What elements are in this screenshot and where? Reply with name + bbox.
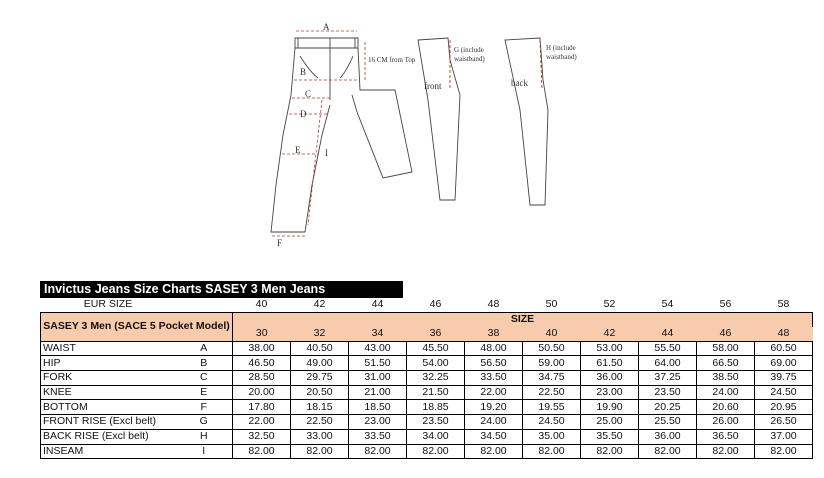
measurement-name: WAIST [41, 341, 176, 356]
measurement-value: 54.00 [407, 356, 465, 371]
measurement-value: 59.00 [523, 356, 581, 371]
size-cell: 30 [233, 327, 291, 342]
eur-size-cell: 52 [603, 298, 616, 311]
size-cell: 36 [407, 327, 465, 342]
measurement-value: 37.00 [755, 429, 813, 444]
eur-size-cell: 48 [487, 298, 500, 311]
measurement-value: 22.50 [523, 385, 581, 400]
eur-size-cell: 44 [371, 298, 384, 311]
measurement-value: 64.00 [639, 356, 697, 371]
measurement-code: G [176, 415, 233, 430]
measurement-lines [272, 31, 365, 236]
measurement-value: 18.85 [407, 400, 465, 415]
svg-text:D: D [300, 109, 307, 119]
eur-size-label: EUR SIZE [83, 298, 133, 311]
measurement-code: H [176, 429, 233, 444]
h-note-2: waistband) [546, 53, 577, 61]
measurement-value: 19.90 [581, 400, 639, 415]
measurement-value: 50.50 [523, 341, 581, 356]
measurement-row [41, 429, 813, 444]
measurement-value: 36.00 [639, 429, 697, 444]
measurement-value: 25.00 [581, 415, 639, 430]
measurement-value: 36.00 [581, 371, 639, 386]
measurement-value: 48.00 [465, 341, 523, 356]
measurement-row [41, 415, 813, 430]
measurement-name: KNEE [41, 385, 176, 400]
measurement-value: 60.50 [755, 341, 813, 356]
size-cell: 34 [349, 327, 407, 342]
measurement-row [41, 371, 813, 386]
measurement-name: FORK [41, 371, 176, 386]
size-cell: 32 [291, 327, 349, 342]
measurement-value: 33.50 [465, 371, 523, 386]
measurement-row [41, 444, 813, 459]
measurement-value: 61.50 [581, 356, 639, 371]
measurement-value: 82.00 [349, 444, 407, 459]
measurement-value: 23.50 [639, 385, 697, 400]
measurement-value: 19.20 [465, 400, 523, 415]
measurement-value: 39.75 [755, 371, 813, 386]
measurement-value: 26.00 [697, 415, 755, 430]
measurement-value: 40.50 [291, 341, 349, 356]
size-cell: 40 [523, 327, 581, 342]
measurement-value: 24.50 [523, 415, 581, 430]
measurement-value: 82.00 [465, 444, 523, 459]
measurement-value: 25.50 [639, 415, 697, 430]
measurement-value: 20.25 [639, 400, 697, 415]
measurement-value: 45.50 [407, 341, 465, 356]
measurement-name: HIP [41, 356, 176, 371]
measurement-row [41, 356, 813, 371]
eur-size-cell: 56 [719, 298, 732, 311]
measurement-name: BOTTOM [41, 400, 176, 415]
measurement-value: 21.50 [407, 385, 465, 400]
measurement-value: 24.00 [465, 415, 523, 430]
measurement-value: 43.00 [349, 341, 407, 356]
svg-text:B: B [300, 67, 307, 77]
measurement-value: 82.00 [233, 444, 291, 459]
measurement-value: 24.00 [697, 385, 755, 400]
measurement-value: 36.50 [697, 429, 755, 444]
size-cell: 46 [697, 327, 755, 342]
measurement-value: 34.00 [407, 429, 465, 444]
measurement-value: 82.00 [523, 444, 581, 459]
size-chart-title: Invictus Jeans Size Charts SASEY 3 Men Jeans [40, 281, 403, 298]
measurement-value: 82.00 [291, 444, 349, 459]
measurement-value: 17.80 [233, 400, 291, 415]
measurement-code: I [176, 444, 233, 459]
svg-text:C: C [305, 89, 312, 99]
diagram-letter-labels [277, 22, 416, 248]
measurement-value: 33.00 [291, 429, 349, 444]
measurement-code: F [176, 400, 233, 415]
eur-size-cell: 42 [313, 298, 326, 311]
measurement-value: 38.00 [233, 341, 291, 356]
measurement-value: 82.00 [639, 444, 697, 459]
measurement-value: 82.00 [697, 444, 755, 459]
back-rise-illustration [505, 38, 548, 205]
size-header-row [41, 312, 813, 327]
measurement-value: 58.00 [697, 341, 755, 356]
measurement-value: 82.00 [407, 444, 465, 459]
size-cell: 48 [755, 327, 813, 342]
measurement-value: 82.00 [755, 444, 813, 459]
back-label: back [511, 78, 528, 88]
eur-size-cell: 50 [545, 298, 558, 311]
h-note: H (include [546, 44, 576, 52]
measurement-value: 51.50 [349, 356, 407, 371]
g-note-2: waistband) [454, 55, 485, 63]
measurement-value: 46.50 [233, 356, 291, 371]
measurement-value: 23.50 [407, 415, 465, 430]
measurement-value: 22.00 [233, 415, 291, 430]
measurement-value: 22.00 [465, 385, 523, 400]
measurement-value: 23.00 [581, 385, 639, 400]
eur-size-cell: 46 [429, 298, 442, 311]
measurement-value: 20.95 [755, 400, 813, 415]
size-cell: 42 [581, 327, 639, 342]
measurement-value: 49.00 [291, 356, 349, 371]
measurement-name: BACK RISE (Excl belt) [41, 429, 176, 444]
svg-text:F: F [277, 238, 283, 248]
measurement-value: 29.75 [291, 371, 349, 386]
measurement-value: 20.60 [697, 400, 755, 415]
svg-text:A: A [323, 22, 330, 32]
svg-text:16 CM from Top: 16 CM from Top [368, 56, 416, 64]
measurement-code: B [176, 356, 233, 371]
measurement-value: 34.50 [465, 429, 523, 444]
measurement-value: 20.00 [233, 385, 291, 400]
measurement-row [41, 400, 813, 415]
svg-text:I: I [325, 148, 328, 158]
measurement-value: 53.00 [581, 341, 639, 356]
measurement-value: 56.50 [465, 356, 523, 371]
measurement-code: E [176, 385, 233, 400]
measurement-value: 69.00 [755, 356, 813, 371]
size-cell: 38 [465, 327, 523, 342]
eur-size-cell: 54 [661, 298, 674, 311]
g-note: G (include [454, 46, 484, 54]
measurement-value: 32.50 [233, 429, 291, 444]
measurement-value: 19.55 [523, 400, 581, 415]
measurement-value: 23.00 [349, 415, 407, 430]
measurement-value: 34.75 [523, 371, 581, 386]
measurement-value: 66.50 [697, 356, 755, 371]
measurement-code: A [176, 341, 233, 356]
jeans-front-illustration [271, 38, 412, 232]
measurement-value: 28.50 [233, 371, 291, 386]
front-label: front [424, 81, 442, 91]
eur-size-cell: 40 [255, 298, 268, 311]
measurement-value: 33.50 [349, 429, 407, 444]
measurement-value: 18.15 [291, 400, 349, 415]
size-chart-table [40, 298, 813, 459]
eur-size-cell: 58 [777, 298, 790, 311]
eur-size-row [41, 298, 813, 312]
measurement-value: 24.50 [755, 385, 813, 400]
measurement-value: 35.50 [581, 429, 639, 444]
measurement-value: 55.50 [639, 341, 697, 356]
measurement-row [41, 385, 813, 400]
measurement-value: 82.00 [581, 444, 639, 459]
measurement-value: 21.00 [349, 385, 407, 400]
measurement-row [41, 341, 813, 356]
measurement-value: 18.50 [349, 400, 407, 415]
size-label: SIZE [233, 312, 813, 327]
size-cell: 44 [639, 327, 697, 342]
svg-text:E: E [295, 145, 301, 155]
measurement-value: 26.50 [755, 415, 813, 430]
measurement-value: 38.50 [697, 371, 755, 386]
measurement-value: 32.25 [407, 371, 465, 386]
measurement-name: INSEAM [41, 444, 176, 459]
model-label: SASEY 3 Men (SACE 5 Pocket Model) [41, 312, 233, 341]
measurement-code: C [176, 371, 233, 386]
measurement-name: FRONT RISE (Excl belt) [41, 415, 176, 430]
measurement-value: 35.00 [523, 429, 581, 444]
measurement-value: 22.50 [291, 415, 349, 430]
measurement-value: 20.50 [291, 385, 349, 400]
measurement-value: 31.00 [349, 371, 407, 386]
measurement-value: 37.25 [639, 371, 697, 386]
